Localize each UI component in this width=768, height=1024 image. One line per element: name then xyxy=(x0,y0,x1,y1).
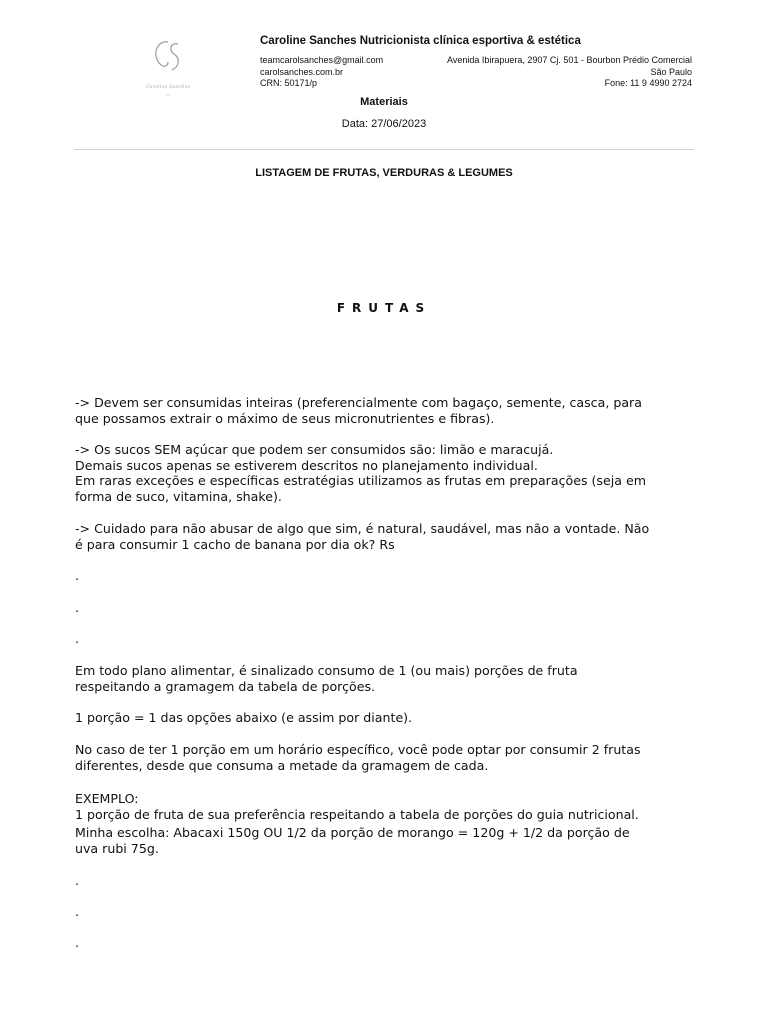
clinic-name: Caroline Sanches Nutricionista clínica esportiva & estética xyxy=(260,35,581,47)
text-line: Em todo plano alimentar, é sinalizado consumo de 1 (ou mais) porções de fruta xyxy=(75,663,578,678)
text-line: Em raras exceções e específicas estratégias utilizamos as frutas em preparações (seja em xyxy=(75,473,646,488)
text-line: forma de suco, vitamina, shake). xyxy=(75,488,282,504)
brand-logo xyxy=(138,30,198,100)
text-line: Demais sucos apenas se estiverem descritos no planejamento individual. xyxy=(75,457,538,473)
text-line: uva rubi 75g. xyxy=(75,840,159,856)
dot-separator: . xyxy=(75,935,80,950)
list-title: LISTAGEM DE FRUTAS, VERDURAS & LEGUMES xyxy=(255,167,513,179)
text-line: 1 porção = 1 das opções abaixo (e assim por diante). xyxy=(75,710,413,725)
logo-initials: CS xyxy=(166,93,170,97)
letterhead xyxy=(0,0,768,150)
dot-separator: . xyxy=(75,904,80,919)
dot-separator: . xyxy=(75,600,80,615)
header-divider xyxy=(74,149,694,150)
website-link[interactable]: carolsanches.com.br xyxy=(260,66,344,77)
document-category: Materiais xyxy=(360,96,408,108)
paragraph-whole-fruits xyxy=(75,395,705,426)
document-date: Data: 27/06/2023 xyxy=(341,118,427,130)
section-title: FRUTAS xyxy=(336,301,432,315)
text-line: -> Devem ser consumidas inteiras (preferencialmente com bagaço, semente, casca, para xyxy=(75,395,642,410)
text-line: No caso de ter 1 porção em um horário específico, você pode optar por consumir 2 frutas xyxy=(75,742,641,757)
text-line: EXEMPLO: xyxy=(75,791,139,806)
paragraph-my-choice xyxy=(75,825,705,856)
paragraph-juices xyxy=(75,442,705,504)
address: Avenida Ibirapuera, 2907 Cj. 501 - Bourbon Prédio Comercial xyxy=(447,55,692,65)
text-line: diferentes, desde que consuma a metade da gramagem de cada. xyxy=(75,757,489,773)
paragraph-caution xyxy=(75,521,705,552)
paragraph-split-portion xyxy=(75,742,705,773)
contact-info xyxy=(260,55,383,90)
city: São Paulo xyxy=(650,66,692,77)
paragraph-example xyxy=(75,791,705,822)
dot-separator: . xyxy=(75,568,80,583)
text-line: respeitando a gramagem da tabela de porções. xyxy=(75,678,376,694)
text-line: -> Os sucos SEM açúcar que podem ser consumidos são: limão e maracujá. xyxy=(75,442,554,457)
text-line: 1 porção de fruta de sua preferência respeitando a tabela de porções do guia nutricional. xyxy=(75,806,639,822)
text-line: é para consumir 1 cacho de banana por dia ok? Rs xyxy=(75,536,395,552)
address-info xyxy=(447,55,692,90)
phone: Fone: 11 9 4990 2724 xyxy=(604,78,692,88)
text-line: que possamos extrair o máximo de seus micronutrientes e fibras). xyxy=(75,410,495,426)
logo-signature: Caroline Sanches xyxy=(145,84,191,90)
crn-number: CRN: 50171/p xyxy=(260,78,318,88)
text-line: Minha escolha: Abacaxi 150g OU 1/2 da porção de morango = 120g + 1/2 da porção de xyxy=(75,825,630,840)
paragraph-portion-rule xyxy=(75,710,705,726)
paragraph-portions xyxy=(75,663,705,694)
dot-separator: . xyxy=(75,631,80,646)
dot-separator: . xyxy=(75,873,80,888)
cs-monogram-icon xyxy=(138,30,198,100)
text-line: -> Cuidado para não abusar de algo que sim, é natural, saudável, mas não a vontade. Não xyxy=(75,521,650,536)
email-link[interactable]: teamcarolsanches@gmail.com xyxy=(260,55,384,65)
